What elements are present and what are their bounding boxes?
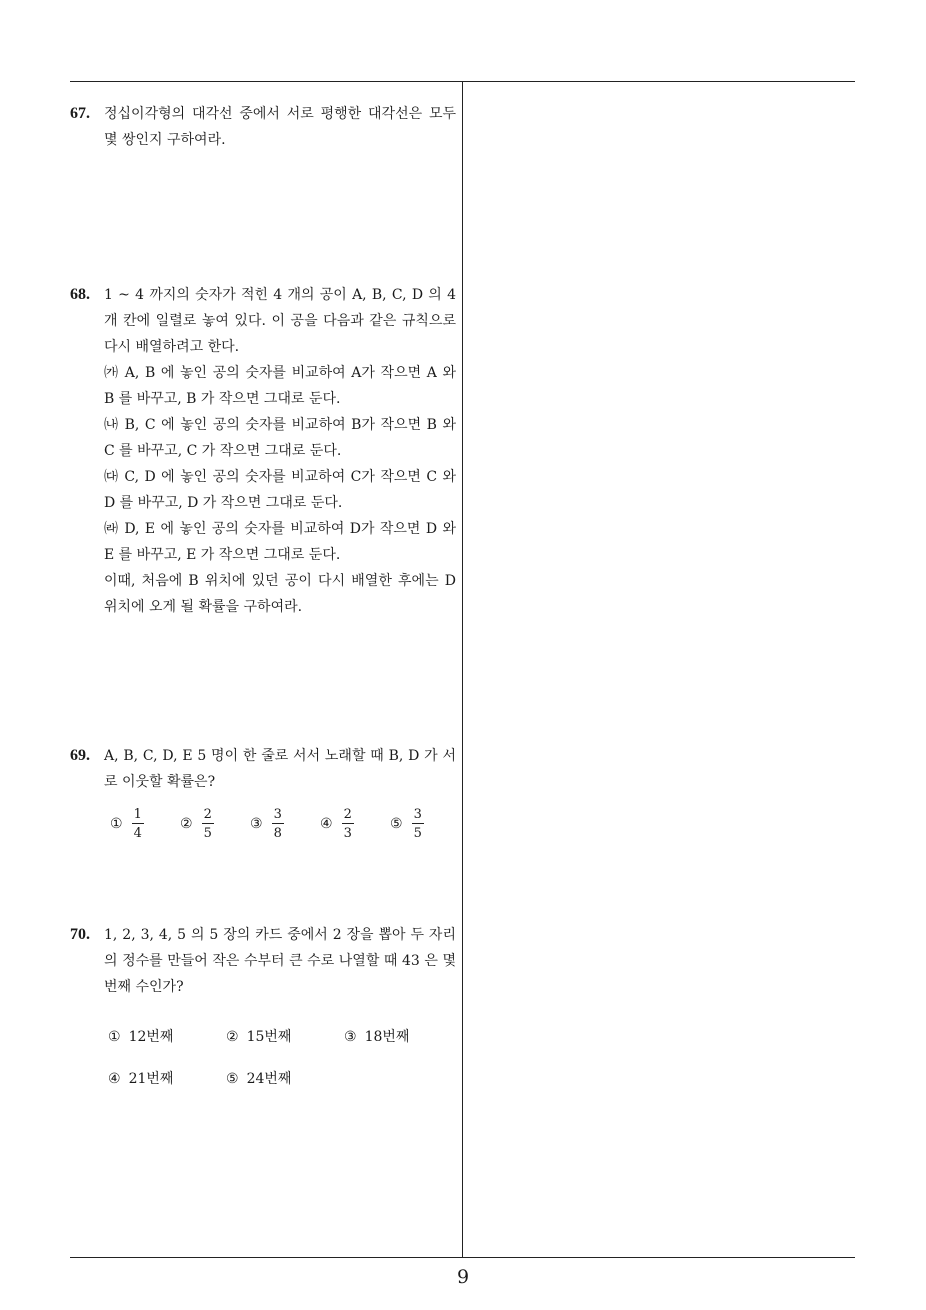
fraction (412, 807, 424, 841)
fraction (342, 807, 354, 841)
column-divider (462, 82, 463, 1258)
choice-mark: ⑤ (226, 1071, 239, 1087)
problem-number: 68. (70, 286, 90, 303)
fraction (132, 807, 144, 841)
problem-text: 정십이각형의 대각선 중에서 서로 평행한 대각선은 모두 몇 쌍인지 구하여라. (104, 106, 456, 148)
choice-mark: ④ (108, 1071, 121, 1087)
problem-69 (70, 743, 456, 851)
page-number: 9 (456, 1266, 470, 1288)
numerator: 2 (203, 807, 212, 822)
problem-67 (70, 101, 456, 153)
problem-text: 1, 2, 3, 4, 5 의 5 장의 카드 중에서 2 장을 뽑아 두 자리의 정수를 만들어 작은 수부터 큰 수로 나열할 때 43 은 몇 번째 수인가? (104, 927, 456, 995)
fraction (202, 807, 214, 841)
choice-mark: ③ (344, 1029, 357, 1045)
choice-mark: ③ (250, 816, 263, 832)
problem-intro: 1 ~ 4 까지의 숫자가 적힌 4 개의 공이 A, B, C, D 의 4 개 칸에 일렬로 놓여 있다. 이 공을 다음과 같은 규칙으로 다시 배열하려고 한다. (104, 287, 456, 355)
choice-2[interactable] (226, 1026, 291, 1046)
problem-question: 이때, 처음에 B 위치에 있던 공이 다시 배열한 후에는 D 위치에 오게 될 확률을 구하여라. (104, 573, 456, 615)
problem-number: 70. (70, 926, 90, 943)
choice-1[interactable] (108, 1026, 173, 1046)
problem-number: 67. (70, 105, 90, 122)
denominator: 8 (272, 823, 284, 841)
problem-number: 69. (70, 747, 90, 764)
denominator: 3 (342, 823, 354, 841)
bottom-rule (70, 1257, 855, 1258)
choice-4[interactable] (108, 1068, 173, 1088)
problem-68 (70, 282, 456, 620)
choice-3[interactable] (250, 807, 284, 841)
numerator: 2 (343, 807, 352, 822)
rule-item: ㈑ D, E 에 놓인 공의 숫자를 비교하여 D가 작으면 D 와 E 를 바꾸고, E 가 작으면 그대로 둔다. (104, 521, 456, 563)
problem-70 (70, 922, 456, 1110)
denominator: 5 (202, 823, 214, 841)
choice-label: 24번째 (246, 1071, 292, 1087)
choice-mark: ② (180, 816, 193, 832)
choice-4[interactable] (320, 807, 354, 841)
choice-mark: ⑤ (390, 816, 403, 832)
numerator: 3 (273, 807, 282, 822)
choice-label: 15번째 (246, 1029, 292, 1045)
choice-label: 12번째 (128, 1029, 174, 1045)
choice-5[interactable] (226, 1068, 291, 1088)
choice-label: 21번째 (128, 1071, 174, 1087)
answer-choices (108, 1026, 456, 1110)
choice-mark: ① (108, 1029, 121, 1045)
rule-list (104, 360, 456, 620)
answer-choices (104, 807, 456, 851)
choice-3[interactable] (344, 1026, 409, 1046)
choice-mark: ② (226, 1029, 239, 1045)
denominator: 4 (132, 823, 144, 841)
rule-item: ㈐ C, D 에 놓인 공의 숫자를 비교하여 C가 작으면 C 와 D 를 바꾸고, D 가 작으면 그대로 둔다. (104, 469, 456, 511)
denominator: 5 (412, 823, 424, 841)
rule-item: ㈎ A, B 에 놓인 공의 숫자를 비교하여 A가 작으면 A 와 B 를 바꾸고, B 가 작으면 그대로 둔다. (104, 365, 456, 407)
choice-5[interactable] (390, 807, 424, 841)
choice-mark: ① (110, 816, 123, 832)
choice-1[interactable] (110, 807, 144, 841)
choice-label: 18번째 (364, 1029, 410, 1045)
choice-2[interactable] (180, 807, 214, 841)
numerator: 1 (133, 807, 142, 822)
problem-text: A, B, C, D, E 5 명이 한 줄로 서서 노래할 때 B, D 가 서로 이웃할 확률은? (104, 748, 456, 790)
choice-mark: ④ (320, 816, 333, 832)
rule-item: ㈏ B, C 에 놓인 공의 숫자를 비교하여 B가 작으면 B 와 C 를 바꾸고, C 가 작으면 그대로 둔다. (104, 417, 456, 459)
numerator: 3 (413, 807, 422, 822)
fraction (272, 807, 284, 841)
